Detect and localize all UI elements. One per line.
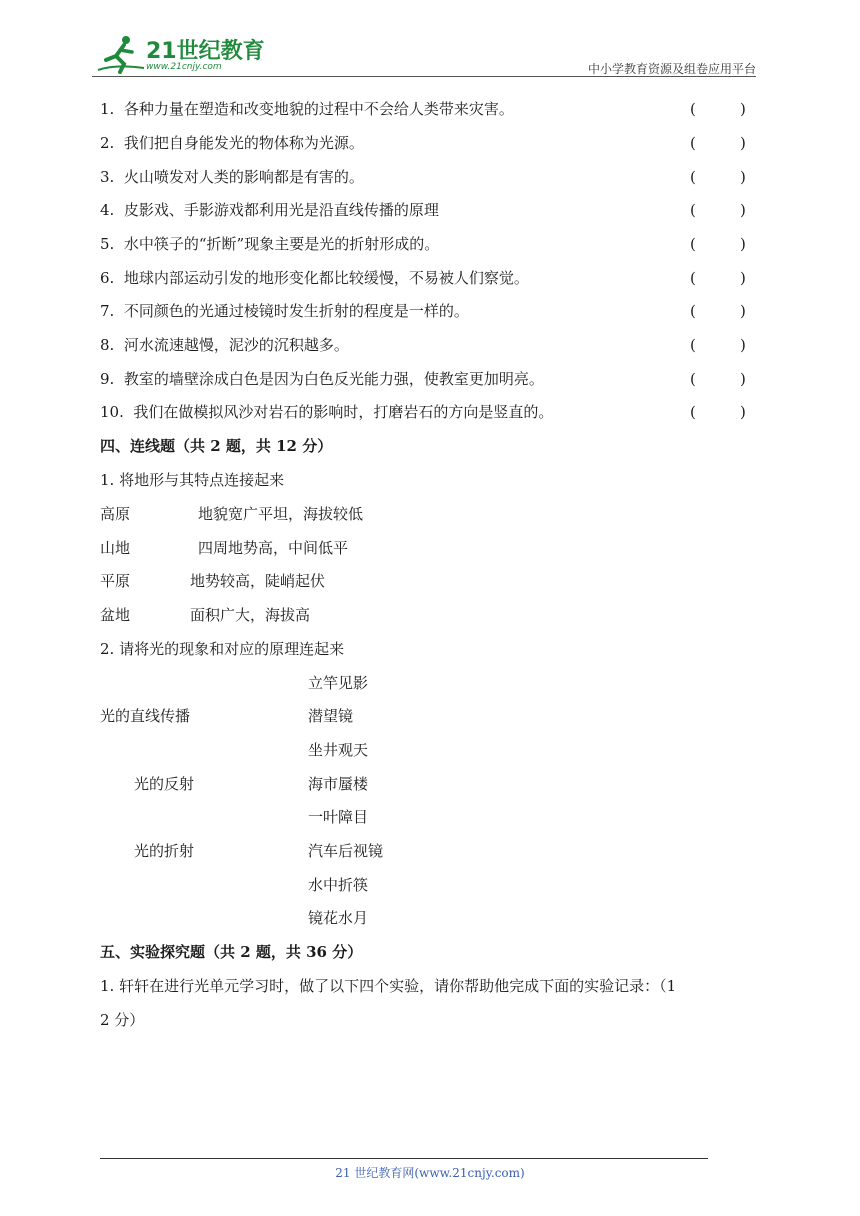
matching-question-1: 1. 将地形与其特点连接起来 [100, 471, 285, 489]
phenomenon-item[interactable]: 海市蜃楼 [308, 775, 369, 793]
terrain-feature[interactable]: 四周地势高，中间低平 [198, 539, 349, 557]
judge-item-3: 3. 火山喷发对人类的影响都是有害的。 ( ) [100, 168, 746, 186]
item-text: 河水流速越慢，泥沙的沉积越多。 [123, 336, 349, 354]
item-text: 皮影戏、手影游戏都利用光是沿直线传播的原理 [123, 201, 439, 219]
judge-item-6: 6. 地球内部运动引发的地形变化都比较缓慢，不易被人们察觉。 ( ) [100, 269, 746, 287]
judge-item-1: 1. 各种力量在塑造和改变地貌的过程中不会给人类带来灾害。 ( ) [100, 100, 746, 118]
section-title-experiment: 五、实验探究题（共 2 题，共 36 分） [100, 943, 363, 961]
phenomenon-item[interactable]: 一叶障目 [308, 808, 369, 826]
item-number: 4. [100, 201, 115, 219]
phenomenon-item[interactable]: 坐井观天 [308, 741, 369, 759]
logo [92, 30, 265, 76]
terrain-feature[interactable]: 面积广大，海拔高 [190, 606, 311, 624]
principle-item[interactable]: 光的折射 [134, 842, 195, 860]
phenomenon-item[interactable]: 镜花水月 [308, 909, 369, 927]
footer-link[interactable]: 21 世纪教育网(www.21cnjy.com) [335, 1166, 525, 1180]
item-text: 我们在做模拟风沙对岩石的影响时，打磨岩石的方向是竖直的。 [133, 403, 554, 421]
item-text: 水中筷子的“折断”现象主要是光的折射形成的。 [123, 235, 440, 253]
phenomenon-item[interactable]: 汽车后视镜 [308, 842, 384, 860]
item-text: 教室的墙壁涂成白色是因为白色反光能力强，使教室更加明亮。 [123, 370, 544, 388]
judge-item-8: 8. 河水流速越慢，泥沙的沉积越多。 ( ) [100, 336, 746, 354]
terrain-feature[interactable]: 地势较高，陡峭起伏 [190, 572, 326, 590]
item-text: 不同颜色的光通过棱镜时发生折射的程度是一样的。 [123, 302, 469, 320]
platform-name: 中小学教育资源及组卷应用平台 [587, 62, 756, 76]
phenomenon-item[interactable]: 立竿见影 [308, 674, 369, 692]
logo-title: 21世纪教育 [146, 39, 265, 64]
item-number: 3. [100, 168, 115, 186]
page-header [92, 30, 756, 78]
item-number: 8. [100, 336, 115, 354]
experiment-question-line-2: 2 分） [100, 1011, 145, 1029]
principle-item[interactable]: 光的反射 [134, 775, 195, 793]
matching-question-2: 2. 请将光的现象和对应的原理连起来 [100, 640, 345, 658]
item-number: 6. [100, 269, 115, 287]
judge-item-5: 5. 水中筷子的“折断”现象主要是光的折射形成的。 ( ) [100, 235, 746, 253]
terrain-name[interactable]: 盆地 [100, 606, 131, 624]
terrain-feature[interactable]: 地貌宽广平坦，海拔较低 [198, 505, 364, 523]
judge-item-7: 7. 不同颜色的光通过棱镜时发生折射的程度是一样的。 ( ) [100, 302, 746, 320]
item-number: 5. [100, 235, 115, 253]
experiment-question-line-1: 1. 轩轩在进行光单元学习时，做了以下四个实验，请你帮助他完成下面的实验记录：（1 [100, 977, 677, 995]
section-title-matching: 四、连线题（共 2 题，共 12 分） [100, 437, 333, 455]
item-text: 我们把自身能发光的物体称为光源。 [123, 134, 364, 152]
logo-url: www.21cnjy.com [146, 62, 222, 72]
terrain-name[interactable]: 平原 [100, 572, 131, 590]
judge-item-2: 2. 我们把自身能发光的物体称为光源。 ( ) [100, 134, 746, 152]
item-text: 火山喷发对人类的影响都是有害的。 [123, 168, 364, 186]
judge-item-10: 10. 我们在做模拟风沙对岩石的影响时，打磨岩石的方向是竖直的。 ( ) [100, 403, 746, 421]
header-divider [92, 76, 756, 77]
item-number: 2. [100, 134, 115, 152]
item-number: 7. [100, 302, 115, 320]
phenomenon-item[interactable]: 水中折筷 [308, 876, 369, 894]
judge-item-4: 4. 皮影戏、手影游戏都利用光是沿直线传播的原理 ( ) [100, 201, 746, 219]
terrain-name[interactable]: 山地 [100, 539, 131, 557]
item-number: 9. [100, 370, 115, 388]
item-text: 地球内部运动引发的地形变化都比较缓慢，不易被人们察觉。 [123, 269, 529, 287]
terrain-name[interactable]: 高原 [100, 505, 131, 523]
item-text: 各种力量在塑造和改变地貌的过程中不会给人类带来灾害。 [123, 100, 514, 118]
item-number: 10. [100, 403, 124, 421]
principle-item[interactable]: 光的直线传播 [100, 707, 191, 725]
phenomenon-item[interactable]: 潜望镜 [308, 707, 354, 725]
judge-item-9: 9. 教室的墙壁涂成白色是因为白色反光能力强，使教室更加明亮。 ( ) [100, 370, 746, 388]
item-number: 1. [100, 100, 115, 118]
runner-logo-icon [96, 34, 146, 74]
footer-divider [100, 1158, 708, 1159]
